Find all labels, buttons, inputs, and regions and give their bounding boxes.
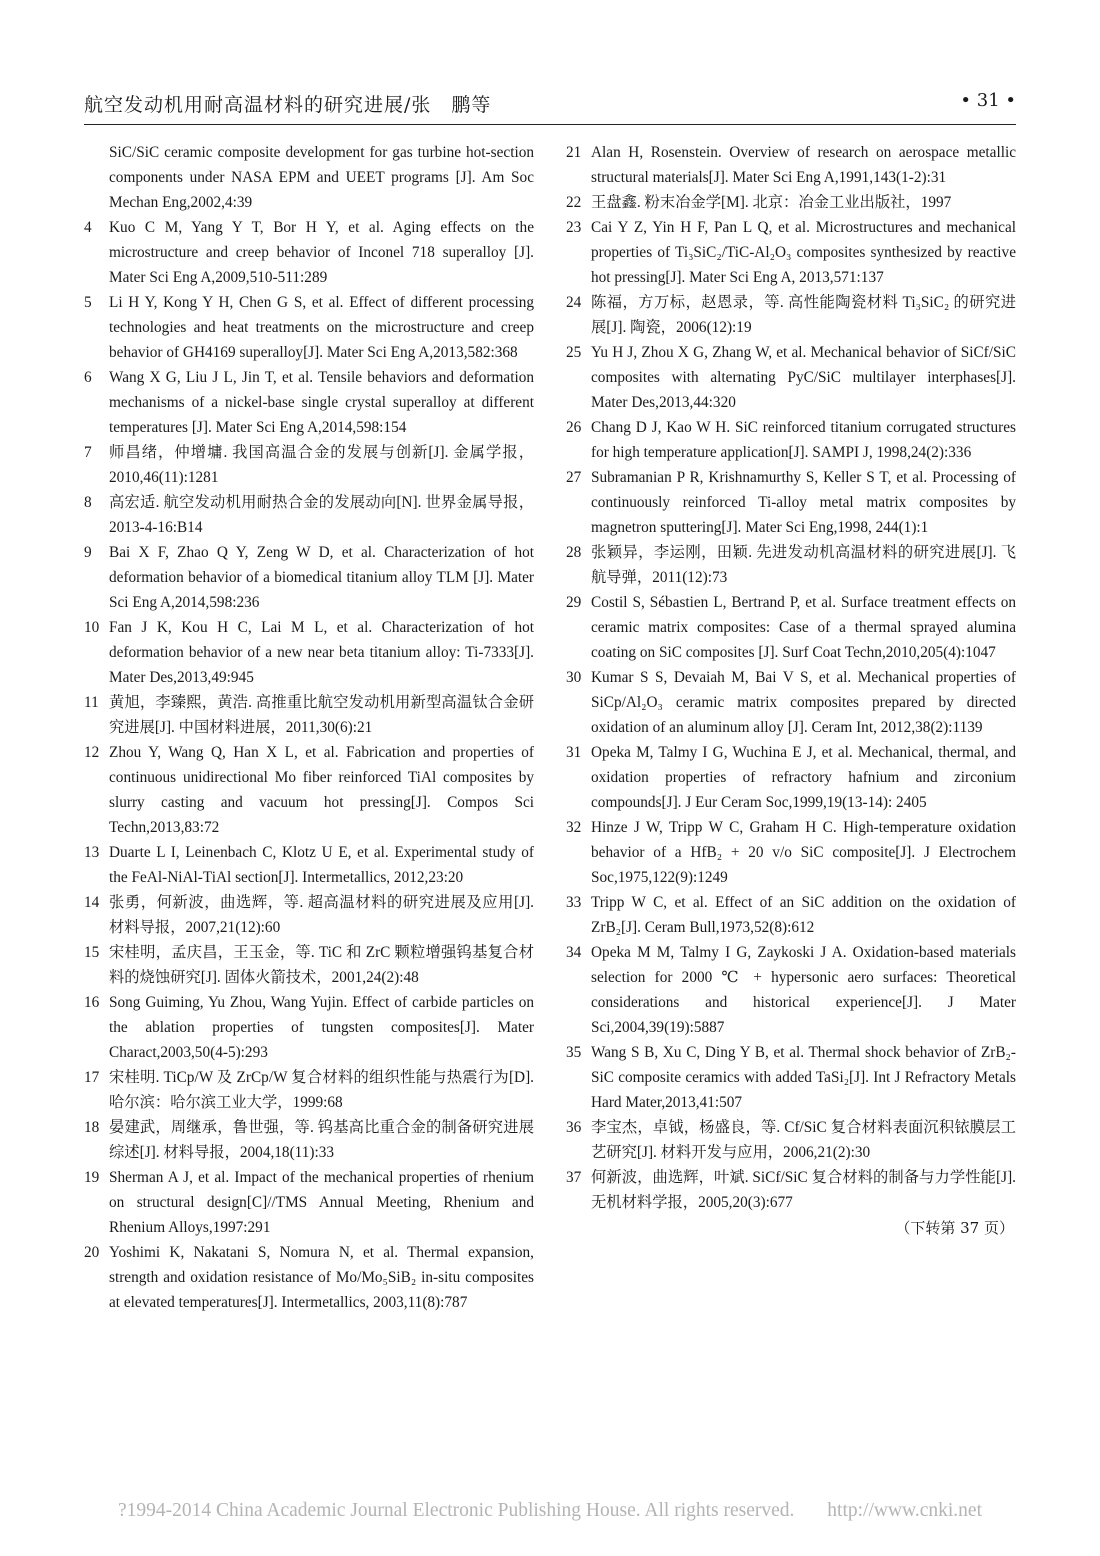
copyright-text: ?1994-2014 China Academic Journal Electronic Publishing House. All rights reserved. — [118, 1500, 795, 1521]
reference-text: Hinze J W, Tripp W C, Graham H C. High-temperature oxidation behavior of a HfB₂ + 20 v/o SiC composite[J]. J Electrochem Soc,1975,122(9):1249 — [591, 819, 1016, 886]
reference-number: 13 — [84, 844, 100, 861]
reference-entry — [84, 1240, 534, 1315]
reference-text: Song Guiming, Yu Zhou, Wang Yujin. Effect of carbide particles on the ablation properties of tungsten composites[J]. Mater Charact,2003,50(4-5):293 — [109, 994, 534, 1061]
reference-number: 18 — [84, 1119, 100, 1136]
reference-text: Zhou Y, Wang Q, Han X L, et al. Fabrication and properties of continuous unidirectional Mo fiber reinforced TiAl composites by slurry casting and vacuum hot pressing[J]. Compos Sci Techn,2013,83:72 — [109, 744, 534, 836]
reference-entry — [84, 690, 534, 740]
reference-number: 32 — [566, 819, 582, 836]
reference-text: Kuo C M, Yang Y T, Bor H Y, et al. Aging effects on the microstructure and creep behavior of Inconel 718 superalloy [J]. Mater Sci Eng A,2009,510-511:289 — [109, 219, 534, 286]
reference-text: 宋桂明. TiCp/W 及 ZrCp/W 复合材料的组织性能与热震行为[D]. 哈尔滨：哈尔滨工业大学，1999:68 — [109, 1069, 534, 1111]
reference-text: 张勇，何新波，曲选辉，等. 超高温材料的研究进展及应用[J]. 材料导报，2007,21(12):60 — [109, 894, 534, 936]
reference-entry — [84, 840, 534, 890]
reference-number: 30 — [566, 669, 582, 686]
reference-number: 19 — [84, 1169, 100, 1186]
running-header — [84, 88, 1016, 125]
references-right-column — [566, 140, 1016, 1241]
reference-number: 8 — [84, 494, 92, 511]
reference-number: 9 — [84, 544, 92, 561]
cnki-url[interactable]: http://www.cnki.net — [827, 1500, 982, 1521]
reference-text: 陈福，方万标，赵恩录，等. 高性能陶瓷材料 Ti₃SiC₂ 的研究进展[J]. 陶瓷，2006(12):19 — [591, 294, 1016, 336]
reference-number: 23 — [566, 219, 582, 236]
reference-entry — [566, 890, 1016, 940]
reference-entry — [566, 290, 1016, 340]
reference-entry — [566, 340, 1016, 415]
reference-text: Duarte L I, Leinenbach C, Klotz U E, et al. Experimental study of the FeAl-NiAl-TiAl section[J]. Intermetallics, 2012,23:20 — [109, 844, 534, 886]
reference-text: Yu H J, Zhou X G, Zhang W, et al. Mechanical behavior of SiCf/SiC composites with alternating PyC/SiC multilayer interphases[J]. Mater Des,2013,44:320 — [591, 344, 1016, 411]
reference-entry — [84, 215, 534, 290]
reference-entry — [84, 1065, 534, 1115]
running-title: 航空发动机用耐高温材料的研究进展/张 鹏等 — [84, 94, 492, 116]
reference-text: Wang X G, Liu J L, Jin T, et al. Tensile behaviors and deformation mechanisms of a nickel-base single crystal superalloy at different temperatures [J]. Mater Sci Eng A,2014,598:154 — [109, 369, 534, 436]
reference-entry — [84, 1115, 534, 1165]
reference-number: 10 — [84, 619, 100, 636]
reference-text: Cai Y Z, Yin H F, Pan L Q, et al. Microstructures and mechanical properties of Ti₃SiC₂/TiC-Al₂O₃ composites synthesized by reactive hot pressing[J]. Mater Sci Eng A, 2013,571:137 — [591, 219, 1016, 286]
reference-text: 黄旭，李臻熙，黄浩. 高推重比航空发动机用新型高温钛合金研究进展[J]. 中国材料进展，2011,30(6):21 — [109, 694, 534, 736]
reference-number: 37 — [566, 1169, 582, 1186]
reference-text: 高宏适. 航空发动机用耐热合金的发展动向[N]. 世界金属导报，2013-4-16:B14 — [109, 494, 534, 536]
reference-text: Opeka M, Talmy I G, Wuchina E J, et al. Mechanical, thermal, and oxidation properties of refractory hafnium and zirconium compounds[J]. J Eur Ceram Soc,1999,19(13-14): 2405 — [591, 744, 1016, 811]
reference-entry — [566, 815, 1016, 890]
reference-number: 33 — [566, 894, 582, 911]
reference-text: 宋桂明，孟庆昌，王玉金，等. TiC 和 ZrC 颗粒增强钨基复合材料的烧蚀研究[J]. 固体火箭技术，2001,24(2):48 — [109, 944, 534, 986]
reference-number: 17 — [84, 1069, 100, 1086]
copyright-footer — [0, 1500, 1100, 1522]
reference-text: 何新波，曲选辉，叶斌. SiCf/SiC 复合材料的制备与力学性能[J]. 无机材料学报，2005,20(3):677 — [591, 1169, 1016, 1211]
reference-text: 李宝杰，卓钺，杨盛良，等. Cf/SiC 复合材料表面沉积铱膜层工艺研究[J]. 材料开发与应用，2006,21(2):30 — [591, 1119, 1016, 1161]
references-left-column — [84, 140, 534, 1315]
reference-number: 6 — [84, 369, 92, 386]
reference-text: Kumar S S, Devaiah M, Bai V S, et al. Mechanical properties of SiCp/Al₂O₃ ceramic matrix composites prepared by directed oxidation of an aluminum alloy [J]. Ceram Int, 2012,38(2):1139 — [591, 669, 1016, 736]
reference-entry — [84, 940, 534, 990]
reference-entry — [84, 540, 534, 615]
reference-number: 27 — [566, 469, 582, 486]
reference-number: 29 — [566, 594, 582, 611]
reference-entry — [84, 615, 534, 690]
reference-number: 31 — [566, 744, 582, 761]
reference-entry — [84, 490, 534, 540]
reference-number: 26 — [566, 419, 582, 436]
reference-number: 7 — [84, 444, 92, 461]
reference-entry — [566, 140, 1016, 190]
reference-entry — [566, 1165, 1016, 1215]
page-number: • 31 • — [960, 90, 1016, 111]
reference-number: 11 — [84, 694, 99, 711]
reference-text: Li H Y, Kong Y H, Chen G S, et al. Effect of different processing technologies and heat treatments on the microstructure and creep behavior of GH4169 superalloy[J]. Mater Sci Eng A,2013,582:368 — [109, 294, 534, 361]
reference-text: Subramanian P R, Krishnamurthy S, Keller S T, et al. Processing of continuously reinforced Ti-alloy metal matrix composites by magnetron sputtering[J]. Mater Sci Eng,1998, 244(1):1 — [591, 469, 1016, 536]
reference-entry — [566, 1115, 1016, 1165]
reference-number: 16 — [84, 994, 100, 1011]
reference-entry — [84, 990, 534, 1065]
reference-text: Alan H, Rosenstein. Overview of research on aerospace metallic structural materials[J]. Mater Sci Eng A,1991,143(1-2):31 — [591, 144, 1016, 186]
reference-text: Tripp W C, et al. Effect of an SiC addition on the oxidation of ZrB₂[J]. Ceram Bull,1973,52(8):612 — [591, 894, 1016, 936]
reference-text: Chang D J, Kao W H. SiC reinforced titanium corrugated structures for high temperature application[J]. SAMPI J, 1998,24(2):336 — [591, 419, 1016, 461]
reference-number: 5 — [84, 294, 92, 311]
reference-text: Yoshimi K, Nakatani S, Nomura N, et al. Thermal expansion, strength and oxidation resistance of Mo/Mo₅SiB₂ in-situ composites at elevated temperatures[J]. Intermetallics, 2003,11(8):787 — [109, 1244, 534, 1311]
reference-entry — [566, 590, 1016, 665]
reference-entry — [84, 890, 534, 940]
reference-entry — [566, 740, 1016, 815]
reference-entry — [566, 190, 1016, 215]
reference-number: 24 — [566, 294, 582, 311]
reference-text: Sherman A J, et al. Impact of the mechanical properties of rhenium on structural design[C]//TMS Annual Meeting, Rhenium and Rhenium Alloys,1997:291 — [109, 1169, 534, 1236]
reference-entry — [566, 665, 1016, 740]
reference-entry — [84, 290, 534, 365]
reference-number: 14 — [84, 894, 100, 911]
reference-number: 20 — [84, 1244, 100, 1261]
reference-number: 4 — [84, 219, 92, 236]
reference-text: SiC/SiC ceramic composite development for gas turbine hot-section components under NASA EPM and UEET programs [J]. Am Soc Mechan Eng,2002,4:39 — [109, 144, 534, 211]
reference-number: 34 — [566, 944, 582, 961]
reference-entry — [566, 415, 1016, 465]
reference-entry — [84, 365, 534, 440]
reference-number: 21 — [566, 144, 582, 161]
reference-text: Bai X F, Zhao Q Y, Zeng W D, et al. Characterization of hot deformation behavior of a biomedical titanium alloy TLM [J]. Mater Sci Eng A,2014,598:236 — [109, 544, 534, 611]
continued-on-page-note: （下转第 37 页） — [895, 1219, 1014, 1237]
reference-text: Wang S B, Xu C, Ding Y B, et al. Thermal shock behavior of ZrB₂-SiC composite ceramics with added TaSi₂[J]. Int J Refractory Metals Hard Mater,2013,41:507 — [591, 1044, 1016, 1111]
reference-entry — [566, 1040, 1016, 1115]
reference-text: 王盘鑫. 粉末冶金学[M]. 北京：冶金工业出版社，1997 — [591, 194, 952, 211]
reference-text: 师昌绪，仲增墉. 我国高温合金的发展与创新[J]. 金属学报，2010,46(11):1281 — [109, 444, 534, 486]
reference-number: 35 — [566, 1044, 582, 1061]
reference-number: 15 — [84, 944, 100, 961]
reference-text: Opeka M M, Talmy I G, Zaykoski J A. Oxidation-based materials selection for 2000 ℃ + hypersonic aero surfaces: Theoretical considerations and historical experience[J]. J Mater Sci,2004,39(19):5887 — [591, 944, 1016, 1036]
reference-entry — [566, 540, 1016, 590]
reference-text: 张颖异，李运刚，田颖. 先进发动机高温材料的研究进展[J]. 飞航导弹，2011(12):73 — [591, 544, 1016, 586]
reference-entry — [84, 1165, 534, 1240]
reference-entry — [84, 140, 534, 215]
reference-number: 36 — [566, 1119, 582, 1136]
reference-entry — [84, 440, 534, 490]
reference-entry — [566, 465, 1016, 540]
reference-number: 28 — [566, 544, 582, 561]
reference-text: 晏建武，周继承，鲁世强，等. 钨基高比重合金的制备研究进展综述[J]. 材料导报，2004,18(11):33 — [109, 1119, 534, 1161]
reference-number: 22 — [566, 194, 582, 211]
reference-text: Costil S, Sébastien L, Bertrand P, et al. Surface treatment effects on ceramic matrix composites: Case of a thermal sprayed alumina coating on SiC composites [J]. Surf Coat Techn,2010,205(4):1047 — [591, 594, 1016, 661]
reference-number: 12 — [84, 744, 100, 761]
reference-entry — [84, 740, 534, 840]
reference-entry — [566, 940, 1016, 1040]
reference-entry — [566, 215, 1016, 290]
reference-number: 25 — [566, 344, 582, 361]
reference-text: Fan J K, Kou H C, Lai M L, et al. Characterization of hot deformation behavior of a new near beta titanium alloy: Ti-7333[J]. Mater Des,2013,49:945 — [109, 619, 534, 686]
